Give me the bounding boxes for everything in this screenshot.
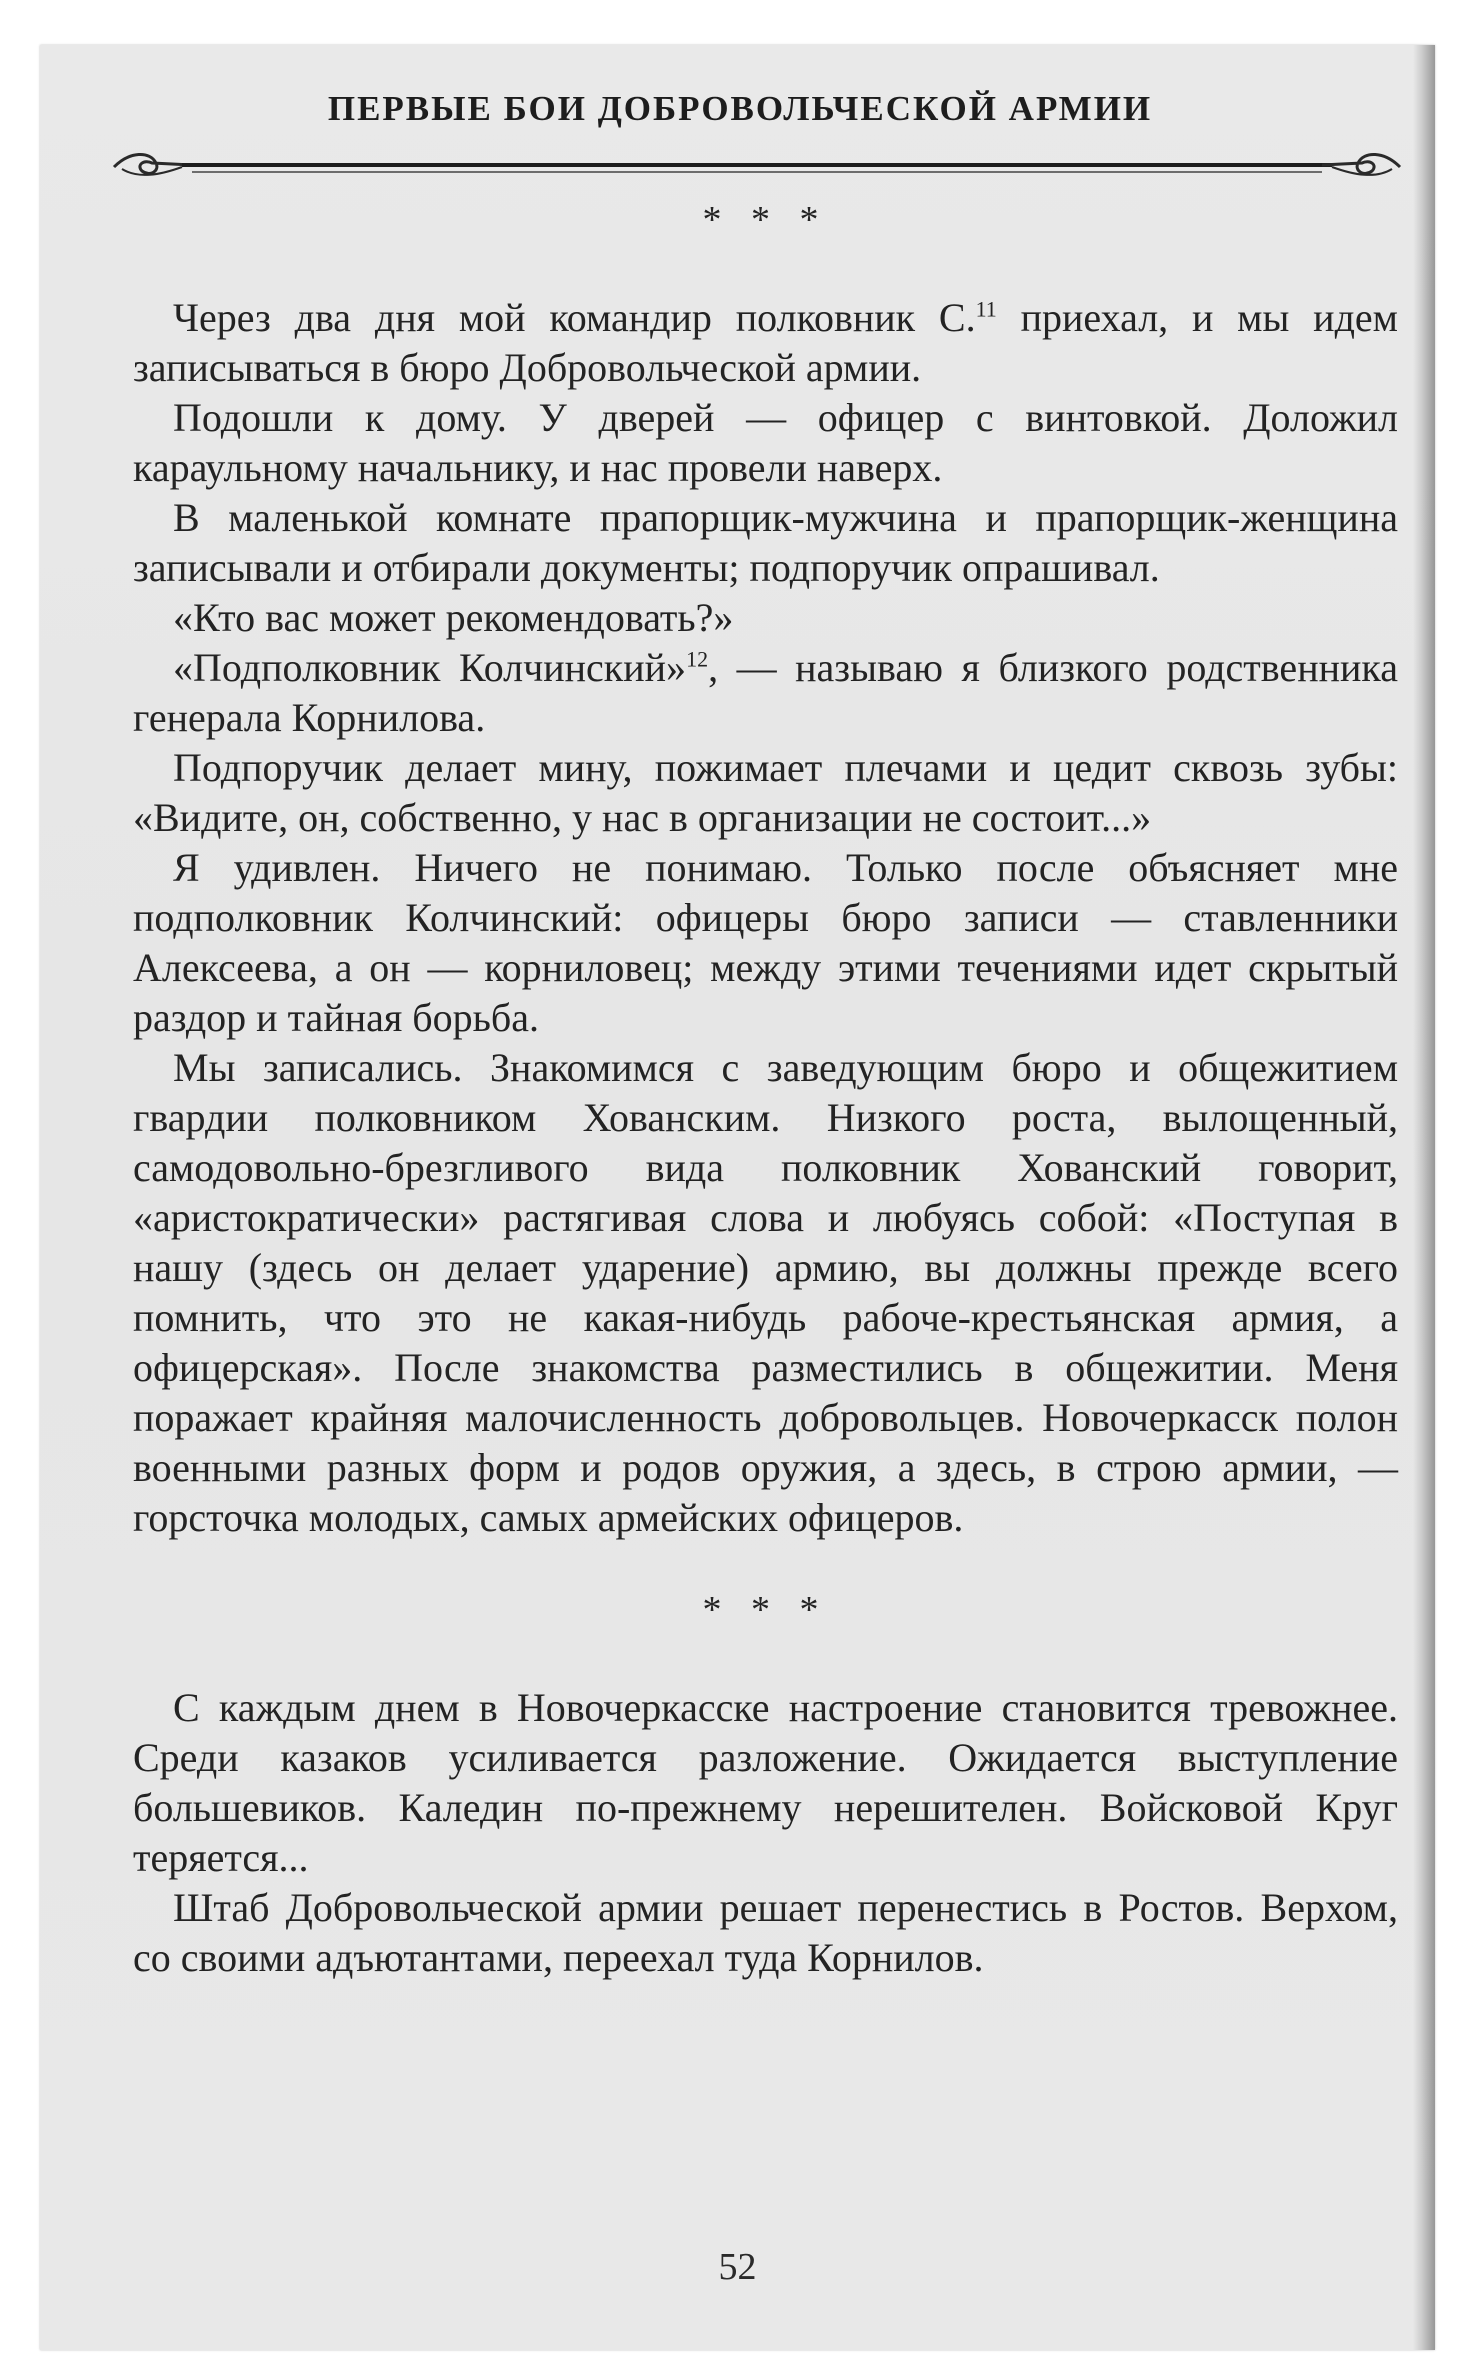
- paragraph-5-text-a: «Подполковник Колчинский»: [173, 645, 687, 690]
- paragraph-3: В маленькой комнате прапорщик-мужчина и прапорщик-женщина записывали и отбирали документы; подпоручик опрашивал.: [133, 495, 1398, 590]
- ornament-left-tail: [122, 167, 182, 175]
- paragraph-10: Штаб Добровольческой армии решает перенестись в Ростов. Верхом, со своими адъютантами, переехал туда Корнилов.: [133, 1885, 1398, 1980]
- paragraph-5-text-b: , — называю я близкого родственника генерала Корнилова.: [133, 645, 1398, 740]
- book-spine-shadow: [1413, 45, 1435, 2350]
- paragraph-5: [133, 643, 1398, 743]
- paragraph-1-text-b: приехал, и мы идем записываться в бюро Добровольческой армии.: [133, 295, 1398, 390]
- paragraph-2: Подошли к дому. У дверей — офицер с винтовкой. Доложил караульному начальнику, и нас провели наверх.: [133, 395, 1398, 490]
- ornamental-rule: [112, 145, 1402, 185]
- paragraph-6: Подпоручик делает мину, пожимает плечами и цедит сквозь зубы: «Видите, он, собственно, у нас в организации не состоит...»: [133, 745, 1398, 840]
- page-number: 52: [718, 2246, 757, 2288]
- book-page: [40, 45, 1435, 2350]
- section-separator: * * *: [702, 199, 829, 241]
- footnote-ref-12: 12: [686, 646, 709, 672]
- paragraph-9: С каждым днем в Новочеркасске настроение становится тревожнее. Среди казаков усиливается разложение. Ожидается выступление большевиков. Каледин по-прежнему нерешителен. Войсковой Круг теряется...: [133, 1685, 1398, 1880]
- paragraph-1-text-a: Через два дня мой командир полковник С.: [173, 295, 976, 340]
- paragraph-1: [133, 293, 1398, 393]
- ornament-right-tail: [1332, 167, 1392, 175]
- paragraph-4: «Кто вас может рекомендовать?»: [173, 595, 734, 640]
- footnote-ref-11: 11: [975, 296, 997, 322]
- paragraph-7: Я удивлен. Ничего не понимаю. Только после объясняет мне подполковник Колчинский: офицеры бюро записи — ставленники Алексеева, а он — корниловец; между этими течениями идет скрытый раздор и тайная борьба.: [133, 845, 1398, 1040]
- section-separator: * * *: [702, 1589, 829, 1631]
- running-header-title: ПЕРВЫЕ БОИ ДОБРОВОЛЬЧЕСКОЙ АРМИИ: [327, 89, 1153, 128]
- main-text: [133, 195, 1398, 1983]
- paragraph-8: Мы записались. Знакомимся с заведующим бюро и общежитием гвардии полковником Хованским. Низкого роста, вылощенный, самодовольно-брезгливого вида полковник Хованский говорит, «аристократически» растягивая слова и любуясь собой: «Поступая в нашу (здесь он делает ударение) армию, вы должны прежде всего помнить, что это не какая-нибудь рабоче-крестьянская армия, а офицерская». После знакомства разместились в общежитии. Меня поражает крайняя малочисленность добровольцев. Новочеркасск полон военными разных форм и родов оружия, а здесь, в строю армии, — горсточка молодых, самых армейских офицеров.: [133, 1045, 1398, 1540]
